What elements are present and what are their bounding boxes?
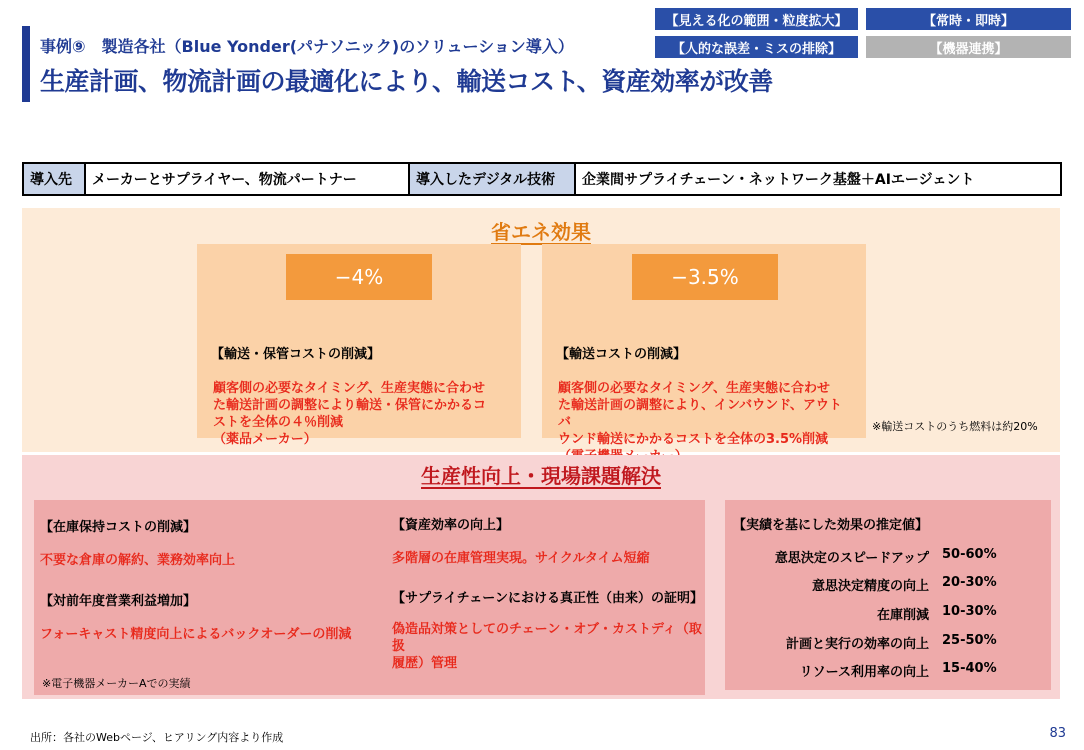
source-note: 出所：各社のWebページ、ヒアリング内容より作成 [30, 731, 284, 744]
metric-value: 50-60% [942, 547, 997, 562]
metric-label: 計画と実行の効率の向上 [785, 637, 929, 652]
card-body-line: ストを全体の４％削減 [213, 415, 344, 430]
metric-value: 25-50% [942, 633, 997, 648]
metric-label: 意思決定精度の向上 [811, 579, 929, 594]
result-heading: 【資産効率の向上】 [392, 518, 510, 533]
metric-value: 10-30% [942, 604, 997, 619]
adopter-value: メーカーとサプライヤー、物流パートナー [86, 164, 410, 194]
estimates-heading: 【実績を基にした効果の推定値】 [733, 518, 929, 533]
card-body [558, 380, 854, 465]
tag-realtime: 【常時・即時】 [866, 8, 1071, 30]
tech-label: 導入したデジタル技術 [410, 164, 576, 194]
results-note: ※電子機器メーカーAでの実績 [42, 677, 191, 690]
tag-device-link: 【機器連携】 [866, 36, 1071, 58]
result-body: 多階層の在庫管理実現。サイクルタイム短縮 [392, 551, 650, 566]
result-body-line: 履歴）管理 [392, 656, 458, 671]
productivity-section [22, 455, 1060, 699]
energy-value-badge: −3.5% [632, 254, 778, 300]
card-body-line: 顧客側の必要なタイミング、生産実態に合わせ [213, 381, 485, 396]
card-body-line: （薬品メーカー） [213, 432, 317, 447]
case-subtitle: 事例⑨ 製造各社（Blue Yonder(パナソニック)のソリューション導入） [40, 37, 574, 56]
card-body-line: ウンド輸送にかかるコストを全体の3.5%削減 [558, 432, 829, 447]
info-table-row [22, 162, 1062, 196]
metric-label: 在庫削減 [876, 608, 929, 623]
title-accent-bar [22, 26, 30, 102]
tech-value: 企業間サプライチェーン・ネットワーク基盤＋AIエージェント [582, 172, 975, 188]
metric-label: 意思決定のスピードアップ [774, 551, 929, 566]
metric-label: リソース利用率の向上 [799, 665, 929, 680]
estimates-panel [725, 500, 1051, 690]
page-number: 83 [1049, 726, 1066, 741]
adopter-label: 導入先 [24, 164, 86, 194]
energy-value-badge: −4% [286, 254, 432, 300]
card-heading: 【輸送コストの削減】 [556, 347, 687, 362]
card-body [213, 380, 509, 448]
card-heading: 【輸送・保管コストの削減】 [211, 347, 381, 362]
result-body: フォーキャスト精度向上によるバックオーダーの削減 [40, 627, 352, 642]
card-body-line: た輸送計画の調整により、インバウンド、アウトバ [558, 398, 842, 430]
energy-card-electronics [542, 244, 866, 447]
energy-card-pharma [197, 244, 521, 447]
card-body-line: 顧客側の必要なタイミング、生産実態に合わせ [558, 381, 830, 396]
metric-value: 20-30% [942, 575, 997, 590]
page-title: 生産計画、物流計画の最適化により、輸送コスト、資産効率が改善 [40, 67, 773, 96]
result-heading: 【対前年度営業利益増加】 [40, 594, 197, 609]
result-body-line: 偽造品対策としてのチェーン・オブ・カストディ（取扱 [392, 622, 702, 654]
productivity-results-panel [34, 500, 705, 695]
result-body [392, 621, 702, 672]
result-heading: 【サプライチェーンにおける真正性（由来）の証明】 [392, 591, 703, 606]
result-body: 不要な倉庫の解約、業務効率向上 [40, 553, 236, 568]
tag-error-elimination: 【人的な誤差・ミスの排除】 [655, 36, 858, 58]
metric-value: 15-40% [942, 661, 997, 676]
card-body-line: た輸送計画の調整により輸送・保管にかかるコ [213, 398, 487, 413]
energy-section-title: 省エネ効果 [491, 220, 591, 244]
tag-visibility: 【見える化の範囲・粒度拡大】 [655, 8, 858, 30]
productivity-section-title: 生産性向上・現場課題解決 [421, 464, 661, 488]
result-heading: 【在庫保持コストの削減】 [40, 520, 197, 535]
fuel-note: ※輸送コストのうち燃料は約20% [872, 420, 1038, 433]
energy-section [22, 208, 1060, 452]
